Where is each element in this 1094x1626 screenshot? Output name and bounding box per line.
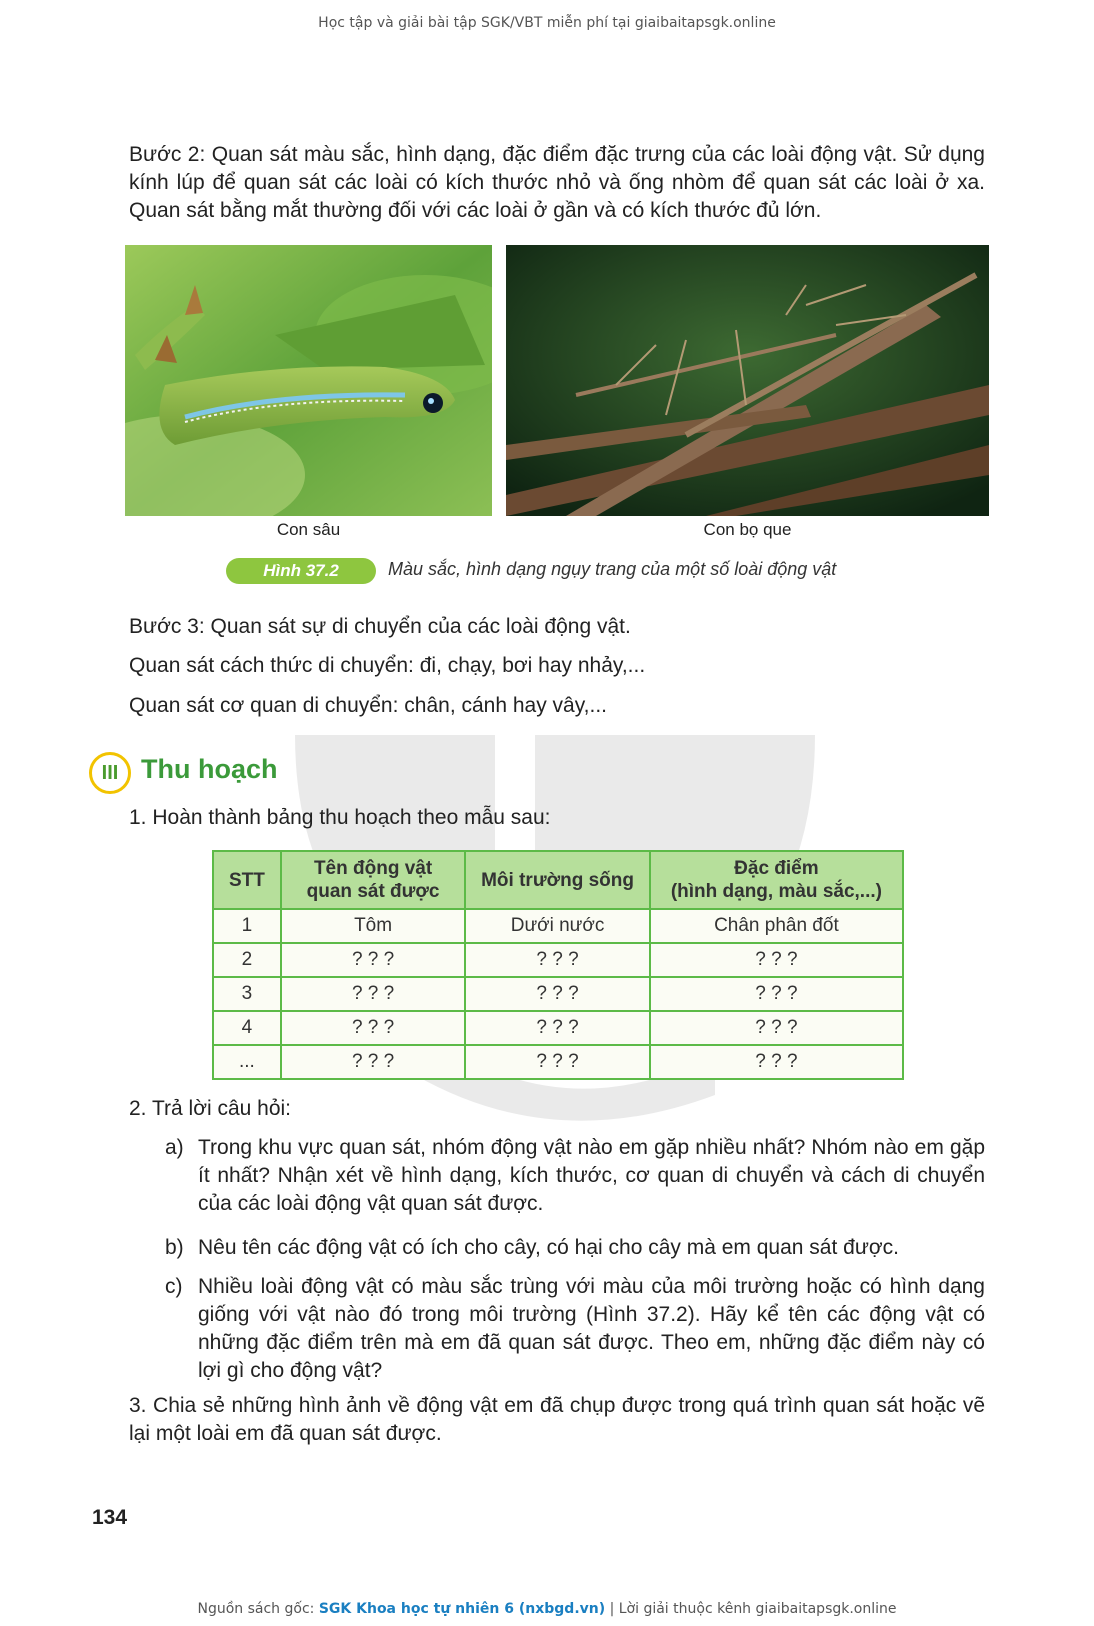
table-row <box>213 1011 903 1045</box>
table-cell: ? ? ? <box>465 1011 650 1045</box>
section-title: Thu hoạch <box>141 754 278 784</box>
header-stt: STT <box>213 851 281 909</box>
header-habitat: Môi trường sống <box>465 851 650 909</box>
footer-prefix: Nguồn sách gốc: <box>197 1601 319 1617</box>
question-b-text: Nêu tên các động vật có ích cho cây, có hại cho cây mà em quan sát được. <box>198 1236 899 1259</box>
header-animal-name: Tên động vật quan sát được <box>281 851 465 909</box>
footer-suffix: | Lời giải thuộc kênh giaibaitapsgk.online <box>605 1601 897 1617</box>
table-cell: Chân phân đốt <box>650 909 903 943</box>
table-cell: 4 <box>213 1011 281 1045</box>
footer <box>0 1601 1094 1617</box>
header-features: Đặc điểm (hình dạng, màu sắc,...) <box>650 851 903 909</box>
question-b <box>165 1234 985 1262</box>
table-cell: ? ? ? <box>650 977 903 1011</box>
table-cell: ? ? ? <box>465 1045 650 1079</box>
stick-insect-photo <box>506 245 989 516</box>
table-row <box>213 977 903 1011</box>
step3-line3: Quan sát cơ quan di chuyển: chân, cánh hay vây,... <box>129 694 608 717</box>
top-banner: Học tập và giải bài tập SGK/VBT miễn phí tại giaibaitapsgk.online <box>318 15 776 31</box>
table-cell: Tôm <box>281 909 465 943</box>
table-cell: 3 <box>213 977 281 1011</box>
question-a-text: Trong khu vực quan sát, nhóm động vật nào em gặp nhiều nhất? Nhóm nào em gặp ít nhất? Nhận xét về hình dạng, kích thước, cơ quan di chuyển và cách di chuyển của các loài động vật quan sát được. <box>198 1136 985 1215</box>
page-number: 134 <box>92 1506 128 1529</box>
question-b-label: b) <box>165 1236 184 1259</box>
step3-line1: Bước 3: Quan sát sự di chuyển của các loài động vật. <box>129 615 631 638</box>
step3-line2: Quan sát cách thức di chuyển: đi, chạy, bơi hay nhảy,... <box>129 654 646 677</box>
task1-text: 1. Hoàn thành bảng thu hoạch theo mẫu sau: <box>129 806 551 829</box>
table-cell: ? ? ? <box>281 1045 465 1079</box>
question-a-label: a) <box>165 1136 184 1159</box>
table-cell: ? ? ? <box>465 943 650 977</box>
step2-paragraph: Bước 2: Quan sát màu sắc, hình dạng, đặc điểm đặc trưng của các loài động vật. Sử dụng kính lúp để quan sát các loài có kích thước nhỏ và ống nhòm để quan sát các loài ở xa. Quan sát bằng mắt thường đối với các loài ở gần và có kích thước đủ lớn. <box>129 143 985 222</box>
question-a <box>165 1134 985 1218</box>
table-row <box>213 1045 903 1079</box>
table-cell: ? ? ? <box>465 977 650 1011</box>
section-number-badge: III <box>89 752 131 794</box>
table-cell: ? ? ? <box>650 943 903 977</box>
table-cell: ? ? ? <box>281 1011 465 1045</box>
table-cell: ? ? ? <box>650 1011 903 1045</box>
table-cell: ? ? ? <box>650 1045 903 1079</box>
table-cell: ? ? ? <box>281 977 465 1011</box>
question-c-text: Nhiều loài động vật có màu sắc trùng với màu của môi trường hoặc có hình dạng giống với vật nào đó trong môi trường (Hình 37.2). Hãy kể tên các động vật có những đặc điểm trên mà em đã quan sát được. Theo em, những đặc điểm này có lợi gì cho động vật? <box>198 1275 985 1382</box>
caterpillar-photo <box>125 245 492 516</box>
table-cell: ? ? ? <box>281 943 465 977</box>
table-cell: 2 <box>213 943 281 977</box>
figure-title: Màu sắc, hình dạng ngụy trang của một số loài động vật <box>388 559 837 579</box>
task3-text: 3. Chia sẻ những hình ảnh về động vật em đã chụp được trong quá trình quan sát hoặc vẽ lại một loài em đã quan sát được. <box>129 1394 985 1445</box>
question-c-label: c) <box>165 1275 183 1298</box>
table-row <box>213 943 903 977</box>
task2-heading: 2. Trả lời câu hỏi: <box>129 1097 292 1120</box>
table-cell: 1 <box>213 909 281 943</box>
table-row <box>213 909 903 943</box>
table-cell: Dưới nước <box>465 909 650 943</box>
caption-caterpillar: Con sâu <box>276 520 341 539</box>
figure-badge: Hình 37.2 <box>226 558 376 584</box>
caption-stick-insect: Con bọ que <box>703 520 792 539</box>
table-header-row <box>213 851 903 909</box>
table-cell: ... <box>213 1045 281 1079</box>
observation-table <box>212 850 904 1080</box>
footer-source-link[interactable]: SGK Khoa học tự nhiên 6 (nxbgd.vn) <box>318 1601 606 1617</box>
question-c <box>165 1273 985 1385</box>
